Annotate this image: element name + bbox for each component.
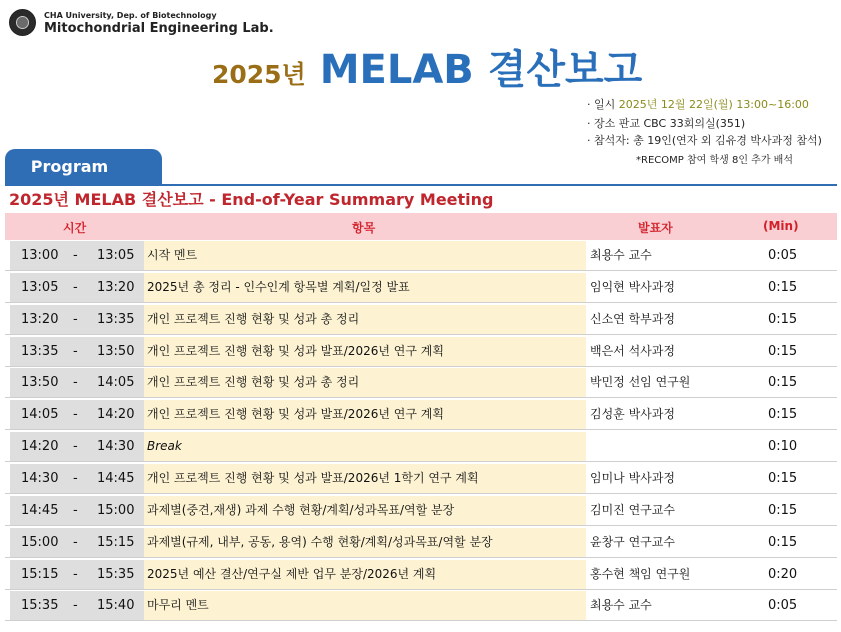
time-separator: - [73, 567, 78, 582]
end-time: 13:05 [97, 248, 135, 263]
start-time: 14:20 [21, 439, 59, 454]
table-row [5, 560, 837, 590]
end-time: 15:35 [97, 567, 135, 582]
table-row [5, 305, 837, 335]
info-note: *RECOMP 참여 학생 8인 추가 배석 [636, 155, 793, 166]
duration: 0:15 [768, 503, 798, 518]
end-time: 13:20 [97, 280, 135, 295]
info-date-label: · 일시 [587, 98, 616, 111]
column-header-duration: (Min) [763, 219, 799, 233]
start-time: 14:05 [21, 407, 59, 422]
end-time: 13:35 [97, 312, 135, 327]
end-time: 14:20 [97, 407, 135, 422]
table-row [5, 496, 837, 526]
end-time: 13:50 [97, 344, 135, 359]
table-row [5, 241, 837, 271]
start-time: 13:00 [21, 248, 59, 263]
time-separator: - [73, 280, 78, 295]
agenda-item: 개인 프로젝트 진행 현황 및 성과 총 정리 [147, 375, 360, 389]
university-name: CHA University, Dep. of Biotechnology [44, 11, 217, 20]
item-cell [144, 591, 586, 620]
start-time: 13:20 [21, 312, 59, 327]
info-date-value: 2025년 12월 22일(월) 13:00~16:00 [618, 98, 809, 111]
start-time: 14:45 [21, 503, 59, 518]
duration: 0:15 [768, 312, 798, 327]
item-cell [144, 241, 586, 270]
time-separator: - [73, 598, 78, 613]
end-time: 14:45 [97, 471, 135, 486]
end-time: 14:05 [97, 375, 135, 390]
duration: 0:15 [768, 471, 798, 486]
agenda-item: 개인 프로젝트 진행 현황 및 성과 발표/2026년 1학기 연구 계획 [147, 471, 479, 485]
agenda-item: 개인 프로젝트 진행 현황 및 성과 총 정리 [147, 312, 360, 326]
page-title [212, 38, 642, 95]
agenda-item: 2025년 총 정리 - 인수인계 항목별 계획/일정 발표 [147, 280, 410, 294]
start-time: 15:00 [21, 535, 59, 550]
table-row [5, 337, 837, 367]
presenter: 박민정 선임 연구원 [590, 375, 691, 389]
time-separator: - [73, 471, 78, 486]
duration: 0:15 [768, 344, 798, 359]
duration: 0:05 [768, 248, 798, 263]
table-row [5, 368, 837, 398]
table-row [5, 432, 837, 462]
end-time: 15:00 [97, 503, 135, 518]
time-separator: - [73, 535, 78, 550]
agenda-item: 시작 멘트 [147, 248, 198, 262]
end-time: 15:40 [97, 598, 135, 613]
duration: 0:10 [768, 439, 798, 454]
table-row [5, 464, 837, 494]
presenter: 김미진 연구교수 [590, 503, 675, 517]
start-time: 15:35 [21, 598, 59, 613]
end-time: 15:15 [97, 535, 135, 550]
program-divider [5, 184, 837, 186]
presenter: 신소연 학부과정 [590, 312, 675, 326]
presenter: 김성훈 박사과정 [590, 407, 675, 421]
time-separator: - [73, 248, 78, 263]
table-row [5, 400, 837, 430]
info-date [587, 96, 809, 112]
info-place: · 장소 판교 CBC 33회의실(351) [587, 117, 746, 130]
presenter: 임익현 박사과정 [590, 280, 675, 294]
presenter: 임미나 박사과정 [590, 471, 675, 485]
program-tab: Program [5, 149, 162, 186]
time-separator: - [73, 344, 78, 359]
time-separator: - [73, 439, 78, 454]
presenter: 백은서 석사과정 [590, 344, 675, 358]
time-separator: - [73, 375, 78, 390]
agenda-item: 개인 프로젝트 진행 현황 및 성과 발표/2026년 연구 계획 [147, 407, 444, 421]
title-main: MELAB 결산보고 [319, 47, 643, 93]
agenda-item: 2025년 예산 결산/연구실 제반 업무 분장/2026년 계획 [147, 567, 437, 581]
duration: 0:05 [768, 598, 798, 613]
start-time: 13:05 [21, 280, 59, 295]
duration: 0:20 [768, 567, 798, 582]
presenter: 최용수 교수 [590, 248, 652, 262]
start-time: 15:15 [21, 567, 59, 582]
column-header-presenter: 발표자 [638, 221, 673, 235]
column-header-item: 항목 [352, 221, 376, 235]
lab-logo [9, 9, 36, 36]
table-row [5, 273, 837, 303]
info-attendees: · 참석자: 총 19인(연자 외 김유경 박사과정 참석) [587, 134, 822, 147]
table-row [5, 528, 837, 558]
duration: 0:15 [768, 280, 798, 295]
duration: 0:15 [768, 407, 798, 422]
time-separator: - [73, 503, 78, 518]
start-time: 13:50 [21, 375, 59, 390]
lab-name: Mitochondrial Engineering Lab. [44, 21, 274, 36]
start-time: 14:30 [21, 471, 59, 486]
title-year: 2025년 [212, 60, 306, 89]
agenda-item: Break [147, 439, 182, 453]
time-separator: - [73, 407, 78, 422]
end-time: 14:30 [97, 439, 135, 454]
presenter: 최용수 교수 [590, 598, 652, 612]
presenter: 홍수현 책임 연구원 [590, 567, 691, 581]
item-cell [144, 432, 586, 461]
agenda-item: 과제별(중견,재생) 과제 수행 현황/계획/성과목표/역할 분장 [147, 503, 455, 517]
time-separator: - [73, 312, 78, 327]
start-time: 13:35 [21, 344, 59, 359]
presenter: 윤창구 연구교수 [590, 535, 675, 549]
agenda-item: 마무리 멘트 [147, 598, 209, 612]
table-header [5, 213, 837, 240]
schedule-subtitle: 2025년 MELAB 결산보고 - End-of-Year Summary Meeting [9, 190, 494, 209]
agenda-item: 과제별(규제, 내부, 공동, 용역) 수행 현황/계획/성과목표/역할 분장 [147, 535, 493, 549]
column-header-time: 시간 [63, 221, 87, 235]
agenda-item: 개인 프로젝트 진행 현황 및 성과 발표/2026년 연구 계획 [147, 344, 444, 358]
table-row [5, 591, 837, 621]
duration: 0:15 [768, 375, 798, 390]
duration: 0:15 [768, 535, 798, 550]
